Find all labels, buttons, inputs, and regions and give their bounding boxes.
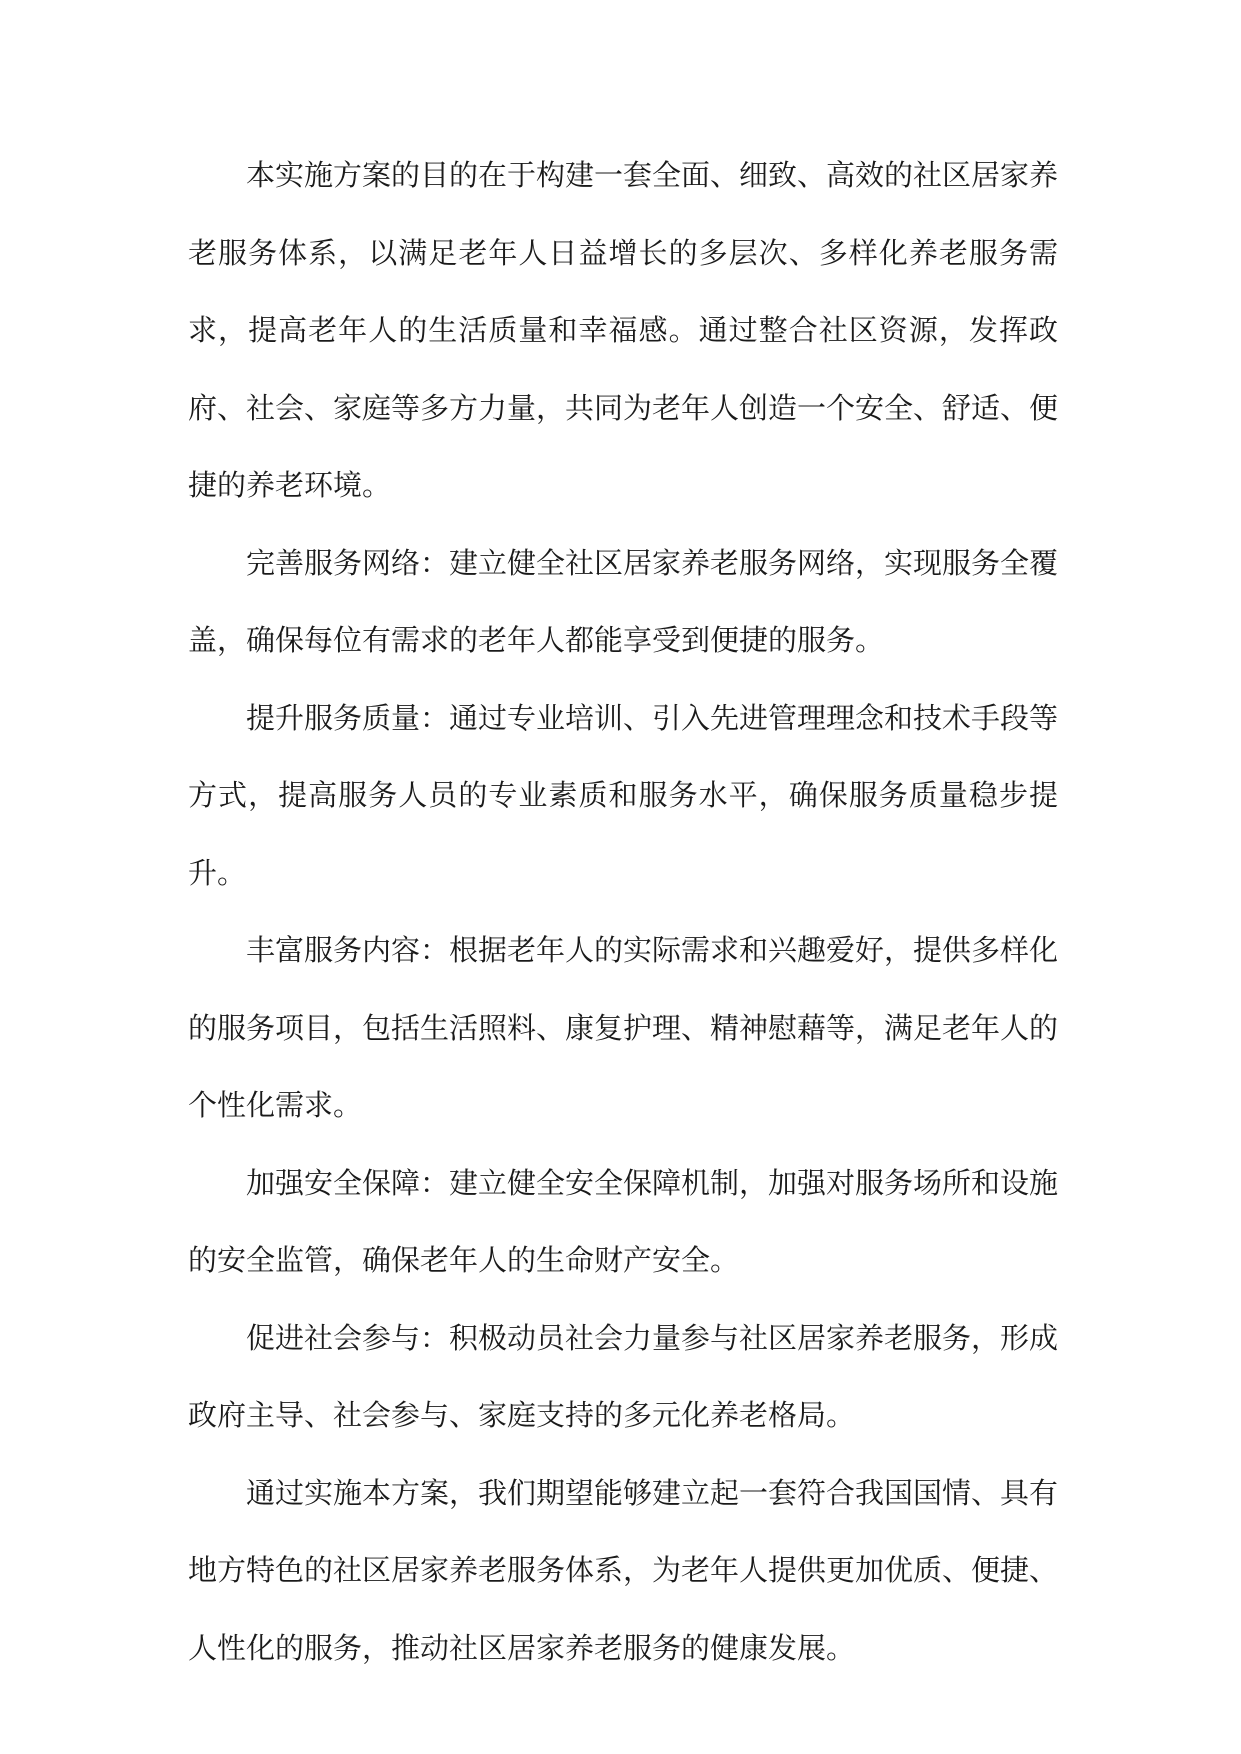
paragraph-social-participation: 促进社会参与：积极动员社会力量参与社区居家养老服务，形成政府主导、社会参与、家庭支持的多元化养老格局。	[188, 1320, 1059, 1432]
paragraph-service-quality: 提升服务质量：通过专业培训、引入先进管理理念和技术手段等方式，提高服务人员的专业素质和服务水平，确保服务质量稳步提升。	[188, 700, 1059, 890]
paragraph-service-content: 丰富服务内容：根据老年人的实际需求和兴趣爱好，提供多样化的服务项目，包括生活照料、康复护理、精神慰藉等，满足老年人的个性化需求。	[188, 933, 1059, 1122]
paragraph-purpose: 本实施方案的目的在于构建一套全面、细致、高效的社区居家养老服务体系，以满足老年人日益增长的多层次、多样化养老服务需求，提高老年人的生活质量和幸福感。通过整合社区资源，发挥政府、社会、家庭等多方力量，共同为老年人创造一个安全、舒适、便捷的养老环境。	[188, 158, 1059, 502]
paragraph-conclusion: 通过实施本方案，我们期望能够建立起一套符合我国国情、具有地方特色的社区居家养老服务体系，为老年人提供更加优质、便捷、人性化的服务，推动社区居家养老服务的健康发展。	[188, 1475, 1059, 1665]
paragraph-service-network: 完善服务网络：建立健全社区居家养老服务网络，实现服务全覆盖，确保每位有需求的老年人都能享受到便捷的服务。	[188, 545, 1059, 657]
document-body	[188, 137, 1058, 1687]
paragraph-safety: 加强安全保障：建立健全安全保障机制，加强对服务场所和设施的安全监管，确保老年人的生命财产安全。	[188, 1165, 1059, 1277]
